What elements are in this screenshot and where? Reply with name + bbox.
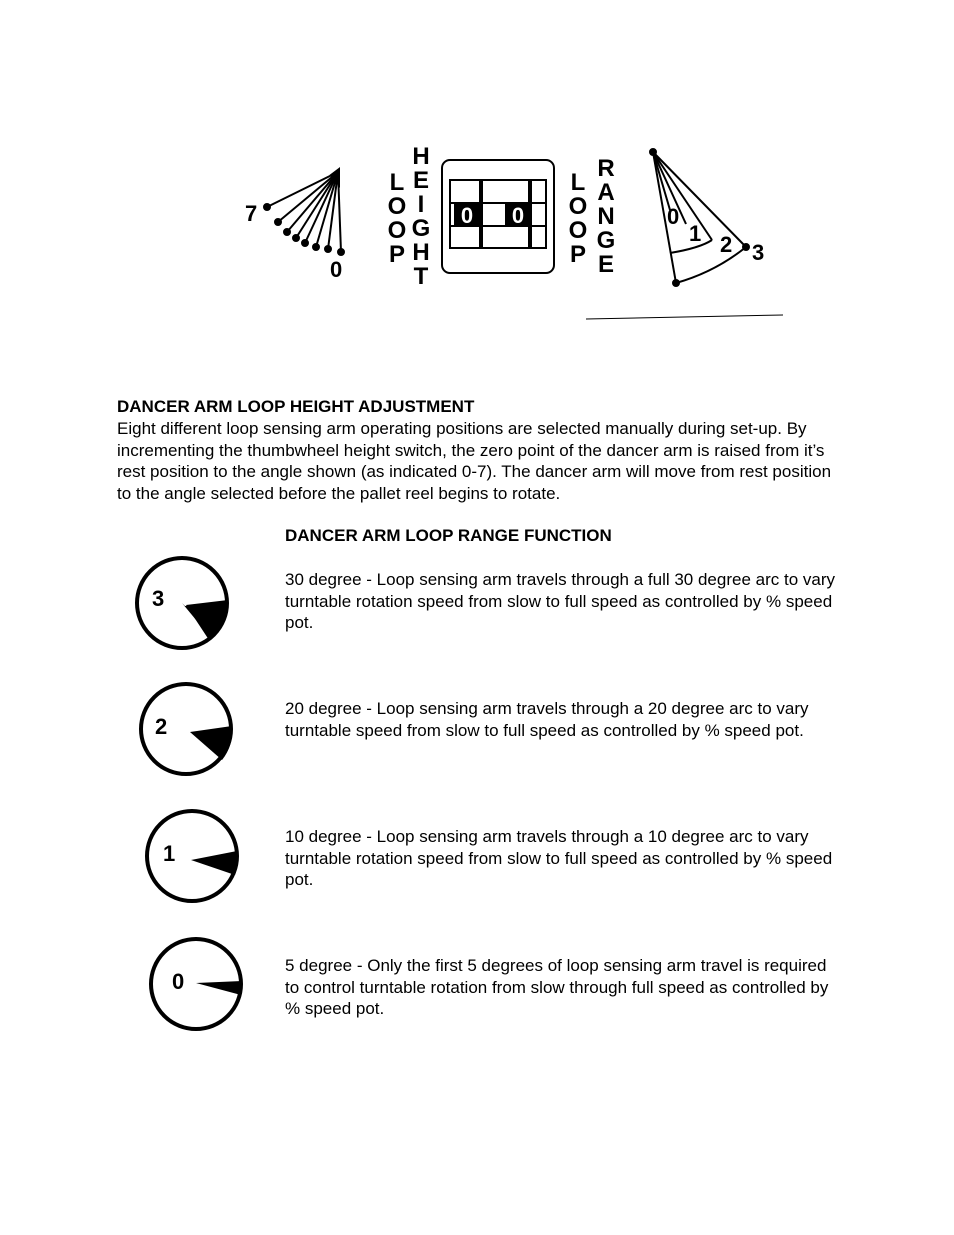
height-fan-top-label: 7	[245, 201, 258, 226]
range-fan-icon	[650, 149, 749, 286]
left-loop-label	[388, 169, 407, 268]
range-fan-label-1: 1	[689, 221, 702, 246]
svg-text:I: I	[417, 191, 425, 218]
diagram-rule	[586, 315, 783, 319]
svg-text:H: H	[412, 239, 430, 266]
svg-text:P: P	[388, 241, 406, 268]
range-fan-label-2: 2	[720, 232, 733, 257]
svg-text:G: G	[411, 215, 431, 242]
svg-text:O: O	[568, 217, 588, 244]
range-section-title: DANCER ARM LOOP RANGE FUNCTION	[285, 526, 612, 545]
thumbwheel-digit-2: 0	[511, 203, 525, 228]
svg-text:O: O	[387, 217, 407, 244]
range-label	[597, 155, 616, 278]
height-section-body: Eight different loop sensing arm operating positions are selected manually during set-up. By incrementing the thumbwheel height switch, the zero point of the dancer arm is raised from it’s rest position to the angle shown (as indicated 0-7). The dancer arm will move from rest position to the angle selected before the pallet reel begins to rotate.	[117, 419, 832, 503]
range-fan-label-3: 3	[752, 240, 765, 265]
svg-text:H: H	[412, 143, 430, 170]
svg-text:N: N	[597, 203, 615, 230]
thumbwheel-switch	[442, 160, 554, 273]
height-label	[412, 143, 431, 290]
height-fan-bottom-label: 0	[330, 257, 343, 282]
svg-text:L: L	[389, 169, 405, 196]
svg-text:3: 3	[152, 586, 165, 611]
range-item-3-text: 30 degree - Loop sensing arm travels through a full 30 degree arc to vary turntable rotation speed from slow to full speed as controlled by % speed pot.	[285, 570, 835, 632]
svg-text:E: E	[412, 167, 430, 194]
range-item-1-text: 10 degree - Loop sensing arm travels through a 10 degree arc to vary turntable rotation speed from slow to full speed as controlled by % speed pot.	[285, 827, 833, 889]
svg-text:G: G	[596, 227, 616, 254]
svg-text:2: 2	[155, 714, 168, 739]
loop-diagram	[0, 0, 954, 340]
svg-text:0: 0	[172, 969, 185, 994]
range-dial-3-icon	[135, 556, 237, 654]
right-loop-label	[569, 169, 588, 268]
range-dial-0-icon	[148, 937, 250, 1035]
svg-text:1: 1	[163, 841, 176, 866]
svg-text:A: A	[597, 179, 615, 206]
svg-text:E: E	[597, 251, 615, 278]
height-fan-icon	[264, 169, 344, 255]
svg-text:L: L	[570, 169, 586, 196]
range-dial-1-icon	[144, 809, 246, 907]
svg-text:P: P	[569, 241, 587, 268]
range-item-2-text: 20 degree - Loop sensing arm travels through a 20 degree arc to vary turntable speed from slow to full speed as controlled by % speed pot.	[285, 699, 809, 740]
svg-text:O: O	[387, 193, 407, 220]
thumbwheel-digit-1: 0	[460, 203, 474, 228]
height-section-title: DANCER ARM LOOP HEIGHT ADJUSTMENT	[117, 397, 475, 416]
svg-text:R: R	[597, 155, 615, 182]
svg-text:O: O	[568, 193, 588, 220]
svg-text:T: T	[413, 263, 429, 290]
range-dial-2-icon	[138, 682, 240, 780]
range-fan-label-0: 0	[667, 204, 680, 229]
range-item-0-text: 5 degree - Only the first 5 degrees of loop sensing arm travel is required to control turntable rotation from slow through full speed as controlled by % speed pot.	[285, 956, 829, 1018]
